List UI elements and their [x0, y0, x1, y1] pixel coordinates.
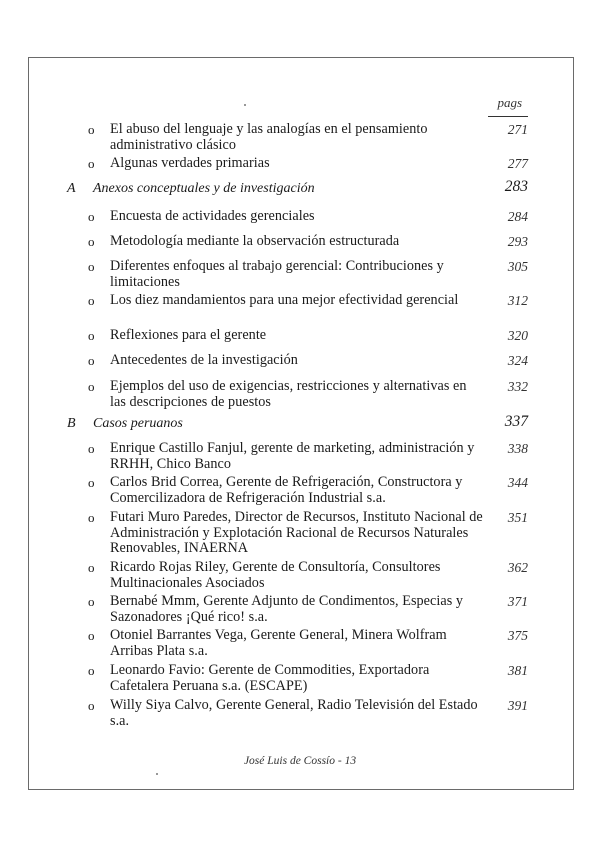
bullet-icon: o [88, 560, 95, 575]
toc-entry [88, 441, 528, 472]
toc-entry-title: Metodología mediante la observación estructurada [110, 233, 400, 249]
scan-speck [244, 104, 246, 106]
toc-entry-title: Carlos Brid Correa, Gerente de Refrigeración, Constructora y Comercilizadora de Refrigeración Industrial s.a. [110, 474, 463, 506]
toc-entry-page: 344 [507, 475, 528, 490]
toc-entry-page: 338 [507, 441, 528, 456]
toc-entry-title: Ricardo Rojas Riley, Gerente de Consultoría, Consultores Multinacionales Asociados [110, 559, 441, 591]
bullet-icon: o [88, 663, 95, 678]
bullet-icon: o [88, 379, 95, 394]
bullet-icon: o [88, 234, 95, 249]
section-title: Casos peruanos [93, 416, 183, 431]
pages-header-rule [488, 116, 528, 117]
pages-column-header: pags [497, 95, 522, 110]
section-page: 283 [504, 178, 528, 195]
toc-entry [88, 122, 528, 153]
toc-entry-page: 332 [507, 379, 528, 394]
toc-entry [88, 510, 528, 557]
toc-entry-page: 271 [507, 122, 528, 137]
toc-entry-title: Enrique Castillo Fanjul, gerente de marketing, administración y RRHH, Chico Banco [110, 440, 475, 472]
toc-entry-title: Los diez mandamientos para una mejor efectividad gerencial [110, 292, 459, 308]
toc-entry-page: 312 [507, 293, 528, 308]
toc-entry [88, 353, 528, 369]
toc-entry-title: Futari Muro Paredes, Director de Recursos, Instituto Nacional de Administración y Explotación Racional de Recursos Naturales Renovables, INAERNA [110, 509, 483, 557]
toc-entry-page: 375 [507, 628, 528, 643]
bullet-icon: o [88, 122, 95, 137]
bullet-icon: o [88, 328, 95, 343]
toc-entry [88, 698, 528, 729]
toc-entry [88, 475, 528, 506]
toc-entry-page: 284 [507, 209, 528, 224]
bullet-icon: o [88, 510, 95, 525]
bullet-icon: o [88, 475, 95, 490]
toc-entry [88, 628, 528, 659]
bullet-icon: o [88, 441, 95, 456]
toc-entry-title: Antecedentes de la investigación [110, 352, 298, 368]
section-title: Anexos conceptuales y de investigación [93, 181, 315, 196]
scan-speck [156, 773, 158, 775]
toc-entry [88, 328, 528, 344]
toc-entry [88, 259, 528, 290]
toc-entry-title: Otoniel Barrantes Vega, Gerente General, Minera Wolfram Arribas Plata s.a. [110, 627, 447, 659]
page-footer: José Luis de Cossío - 13 [243, 755, 357, 767]
toc-entry [88, 293, 528, 309]
toc-entry [88, 560, 528, 591]
toc-entry-title: Willy Siya Calvo, Gerente General, Radio Televisión del Estado s.a. [110, 697, 478, 729]
bullet-icon: o [88, 353, 95, 368]
toc-entry [88, 234, 528, 250]
toc-entry [88, 379, 528, 410]
toc-entry-title: Reflexiones para el gerente [110, 327, 267, 343]
toc-entry-page: 293 [507, 234, 528, 249]
toc-entry-title: Diferentes enfoques al trabajo gerencial: Contribuciones y limitaciones [110, 258, 444, 290]
bullet-icon: o [88, 698, 95, 713]
toc-entry-page: 320 [507, 328, 528, 343]
toc-entry [88, 594, 528, 625]
toc-entry-page: 305 [507, 259, 528, 274]
bullet-icon: o [88, 259, 95, 274]
toc-entry-page: 391 [507, 698, 528, 713]
toc-entry-page: 381 [507, 663, 528, 678]
toc-entry [88, 156, 528, 172]
toc-entry-title: Leonardo Favio: Gerente de Commodities, Exportadora Cafetalera Peruana s.a. (ESCAPE) [110, 662, 430, 694]
toc-entry-page: 362 [507, 560, 528, 575]
toc-entry-title: Algunas verdades primarias [110, 155, 270, 171]
bullet-icon: o [88, 293, 95, 308]
toc-entry-page: 324 [507, 353, 528, 368]
section-letter: B [67, 416, 76, 431]
toc-entry [88, 209, 528, 225]
toc-entry-page: 351 [507, 510, 528, 525]
bullet-icon: o [88, 594, 95, 609]
bullet-icon: o [88, 628, 95, 643]
toc-entry-title: Bernabé Mmm, Gerente Adjunto de Condimentos, Especias y Sazonadores ¡Qué rico! s.a. [110, 593, 464, 625]
toc-entry [88, 663, 528, 694]
section-letter: A [67, 181, 76, 196]
bullet-icon: o [88, 156, 95, 171]
section-page: 337 [504, 413, 528, 430]
toc-entry-page: 277 [507, 156, 528, 171]
bullet-icon: o [88, 209, 95, 224]
toc-entry-page: 371 [507, 594, 528, 609]
toc-entry-title: Encuesta de actividades gerenciales [110, 208, 315, 224]
toc-entry-title: Ejemplos del uso de exigencias, restricciones y alternativas en las descripciones de puestos [110, 378, 467, 410]
toc-entry-title: El abuso del lenguaje y las analogías en el pensamiento administrativo clásico [110, 121, 428, 153]
